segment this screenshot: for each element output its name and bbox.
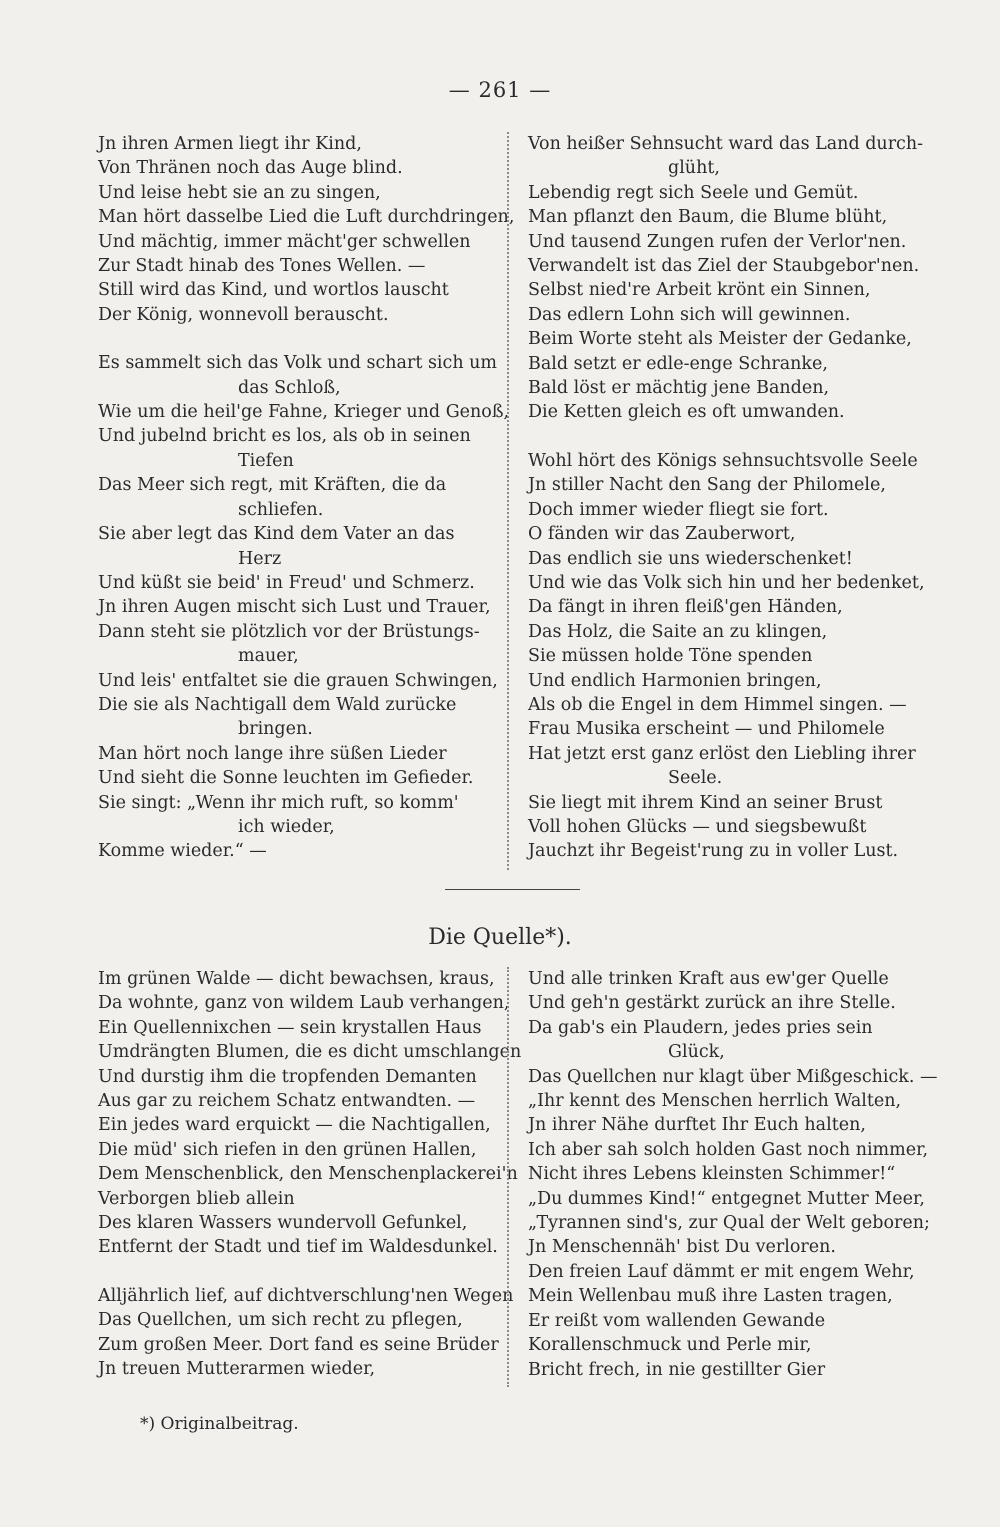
verse-line: Alljährlich lief, auf dichtverschlung'nen Wegen: [98, 1285, 514, 1306]
verse-line: Frau Musika erscheint — und Philomele: [528, 719, 885, 740]
verse-line: „Tyrannen sind's, zur Qual der Welt geboren;: [528, 1213, 930, 1234]
poem-title: Die Quelle*).: [428, 925, 572, 950]
verse-line: Jn stiller Nacht den Sang der Philomele,: [528, 475, 886, 496]
stanza-break: [98, 1260, 498, 1284]
stanza-break: [528, 425, 928, 449]
verse-line: Jauchzt ihr Begeist'rung zu in voller Lust.: [528, 841, 899, 862]
verse-line: Jn treuen Mutterarmen wieder,: [98, 1359, 376, 1380]
footnote: *) Originalbeitrag.: [140, 1414, 299, 1434]
verse-line: Da fängt in ihren fleiß'gen Händen,: [528, 597, 843, 618]
column-separator: [507, 132, 519, 870]
verse-line: Entfernt der Stadt und tief im Waldesdunkel.: [98, 1237, 498, 1258]
verse-line: Und leis' entfaltet sie die grauen Schwingen,: [98, 670, 498, 691]
verse-line: Dem Menschenblick, den Menschenplackerei'n: [98, 1164, 518, 1185]
verse-line: Jn ihrer Nähe durftet Ihr Euch halten,: [528, 1115, 866, 1136]
verse-line: Das Holz, die Saite an zu klingen,: [528, 621, 828, 642]
verse-line: Die Ketten gleich es oft umwanden.: [528, 402, 845, 423]
verse-line: ich wieder,: [238, 816, 335, 837]
verse-line: Sie aber legt das Kind dem Vater an das: [98, 524, 455, 545]
verse-line: Den freien Lauf dämmt er mit engem Wehr,: [528, 1261, 915, 1282]
verse-line: Und geh'n gestärkt zurück an ihre Stelle.: [528, 993, 896, 1014]
verse-line: Verwandelt ist das Ziel der Staubgebor'nen.: [528, 256, 920, 277]
verse-line: Da wohnte, ganz von wildem Laub verhangen,: [98, 993, 510, 1014]
verse-line: Ich aber sah solch holden Gast noch nimmer,: [528, 1139, 929, 1160]
verse-line: Und mächtig, immer mächt'ger schwellen: [98, 231, 471, 252]
verse-line: Aus gar zu reichem Schatz entwandten. —: [98, 1091, 476, 1112]
verse-line: Das endlich sie uns wiederschenket!: [528, 548, 853, 569]
verse-line: Man pflanzt den Baum, die Blume blüht,: [528, 207, 888, 228]
verse-line: Sie müssen holde Töne spenden: [528, 646, 813, 667]
stanza-break: [98, 327, 498, 351]
verse-line: Und küßt sie beid' in Freud' und Schmerz.: [98, 572, 475, 593]
verse-line: Da gab's ein Plaudern, jedes pries sein: [528, 1017, 873, 1038]
verse-line: Still wird das Kind, und wortlos lauscht: [98, 280, 449, 301]
poem-left-column: [98, 967, 522, 1382]
verse-line: Und alle trinken Kraft aus ew'ger Quelle: [528, 969, 889, 989]
verse-line: Zur Stadt hinab des Tones Wellen. —: [98, 256, 426, 277]
verse-line: Man hört dasselbe Lied die Luft durchdringen,: [98, 207, 515, 228]
verse-line: „Ihr kennt des Menschen herrlich Walten,: [528, 1091, 902, 1112]
verse-line: Hat jetzt erst ganz erlöst den Liebling ihrer: [528, 743, 916, 764]
verse-line: Und tausend Zungen rufen der Verlor'nen.: [528, 231, 907, 252]
verse-line: Komme wieder.“ —: [98, 841, 267, 862]
verse-line: Und wie das Volk sich hin und her bedenket,: [528, 572, 925, 593]
verse-line: Bricht frech, in nie gestillter Gier: [528, 1359, 826, 1380]
verse-line: Dann steht sie plötzlich vor der Brüstungs-: [98, 621, 480, 642]
verse-line: Ein Quellennixchen — sein krystallen Haus: [98, 1017, 482, 1038]
verse-line: Selbst nied're Arbeit krönt ein Sinnen,: [528, 280, 871, 301]
verse-line: Und sieht die Sonne leuchten im Gefieder.: [98, 768, 474, 789]
verse-line: Im grünen Walde — dicht bewachsen, kraus,: [98, 969, 495, 989]
verse-line: glüht,: [668, 158, 720, 179]
verse-line: Als ob die Engel in dem Himmel singen. —: [528, 694, 907, 715]
verse-line: Verborgen blieb allein: [98, 1188, 295, 1209]
verse-line: Bald löst er mächtig jene Banden,: [528, 378, 830, 399]
verse-line: Von heißer Sehnsucht ward das Land durch-: [528, 134, 924, 154]
verse-line: Sie liegt mit ihrem Kind an seiner Brust: [528, 792, 883, 813]
verse-line: bringen.: [238, 719, 313, 740]
verse-line: „Du dummes Kind!“ entgegnet Mutter Meer,: [528, 1188, 925, 1209]
verse-line: Das Quellchen, um sich recht zu pflegen,: [98, 1310, 463, 1331]
verse-line: Sie singt: „Wenn ihr mich ruft, so komm': [98, 792, 459, 813]
verse-line: Und jubelnd bricht es los, als ob in seinen: [98, 426, 471, 447]
verse-line: schliefen.: [238, 499, 324, 520]
verse-line: Das Meer sich regt, mit Kräften, die da: [98, 475, 447, 496]
verse-line: Das Quellchen nur klagt über Mißgeschick. —: [528, 1066, 938, 1087]
verse-line: Nicht ihres Lebens kleinsten Schimmer!“: [528, 1164, 896, 1185]
verse-line: Das edlern Lohn sich will gewinnen.: [528, 304, 851, 325]
page-number: — 261 —: [448, 78, 552, 102]
verse-line: O fänden wir das Zauberwort,: [528, 524, 796, 545]
verse-line: Herz: [238, 548, 282, 569]
verse-line: mauer,: [238, 646, 299, 667]
verse-line: Lebendig regt sich Seele und Gemüt.: [528, 182, 859, 203]
verse-line: Wohl hört des Königs sehnsuchtsvolle Seele: [528, 450, 918, 471]
verse-line: Beim Worte steht als Meister der Gedanke,: [528, 329, 912, 350]
verse-line: Doch immer wieder fliegt sie fort.: [528, 499, 829, 520]
section-divider-rule: [445, 889, 580, 890]
verse-line: Von Thränen noch das Auge blind.: [98, 158, 403, 179]
verse-line: das Schloß,: [238, 377, 341, 398]
verse-line: Zum großen Meer. Dort fand es seine Brüder: [98, 1334, 499, 1355]
verse-line: Des klaren Wassers wundervoll Gefunkel,: [98, 1213, 468, 1234]
verse-line: Glück,: [668, 1042, 725, 1063]
verse-line: Man hört noch lange ihre süßen Lieder: [98, 743, 447, 764]
verse-line: Mein Wellenbau muß ihre Lasten tragen,: [528, 1286, 893, 1307]
verse-line: Es sammelt sich das Volk und schart sich um: [98, 353, 498, 374]
verse-line: Voll hohen Glücks — und siegsbewußt: [528, 816, 867, 837]
verse-line: Seele.: [668, 768, 723, 789]
verse-line: Er reißt vom wallenden Gewande: [528, 1310, 826, 1331]
poem-right-column: [528, 967, 938, 1382]
verse-line: Die müd' sich riefen in den grünen Hallen,: [98, 1139, 477, 1160]
verse-line: Bald setzt er edle-enge Schranke,: [528, 353, 828, 374]
verse-line: Und leise hebt sie an zu singen,: [98, 182, 381, 203]
verse-line: Und endlich Harmonien bringen,: [528, 670, 822, 691]
verse-line: Umdrängten Blumen, die es dicht umschlangen: [98, 1042, 522, 1063]
verse-line: Korallenschmuck und Perle mir,: [528, 1335, 812, 1356]
verse-line: Jn Menschennäh' bist Du verloren.: [528, 1237, 836, 1258]
verse-line: Wie um die heil'ge Fahne, Krieger und Genoß,: [98, 402, 510, 423]
verse-line: Die sie als Nachtigall dem Wald zurücke: [98, 694, 457, 715]
verse-line: Jn ihren Armen liegt ihr Kind,: [98, 134, 362, 154]
verse-line: Jn ihren Augen mischt sich Lust und Trauer,: [98, 597, 491, 618]
verse-line: Der König, wonnevoll berauscht.: [98, 304, 389, 325]
verse-line: Und durstig ihm die tropfenden Demanten: [98, 1066, 477, 1087]
poem-continuation-right-column: [528, 132, 928, 864]
column-separator: [507, 967, 519, 1387]
verse-line: Ein jedes ward erquickt — die Nachtigallen,: [98, 1115, 491, 1136]
verse-line: Tiefen: [238, 450, 294, 471]
poem-continuation-left-column: [98, 132, 515, 864]
